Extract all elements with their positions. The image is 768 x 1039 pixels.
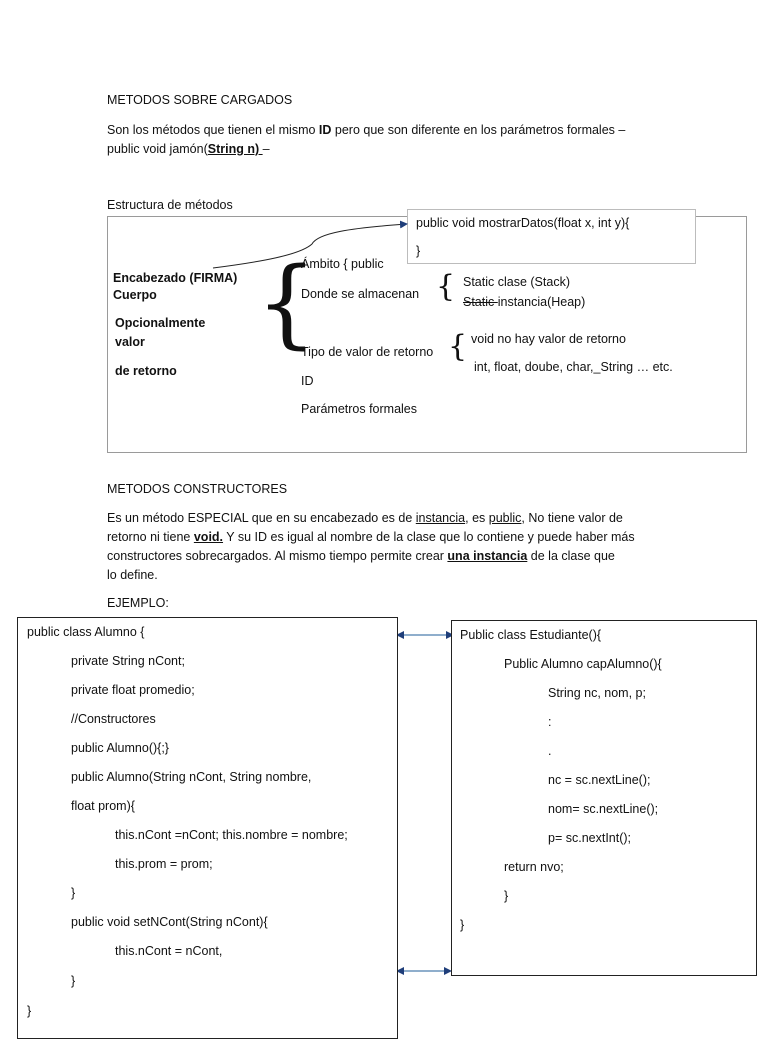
code-line: //Constructores: [71, 712, 156, 726]
overloaded-text-b: pero que son diferente en los parámetros formales –: [331, 123, 626, 137]
structure-heading: Estructura de métodos: [107, 198, 233, 212]
code-box-estudiante: [451, 620, 757, 976]
code-line: }: [460, 918, 465, 932]
left-label-optional: Opcionalmente: [115, 316, 206, 330]
code-line: .: [548, 744, 552, 758]
code-line: }: [27, 1004, 32, 1018]
ctor-l1-c: , No tiene valor de: [521, 511, 623, 525]
return-brace: {: [448, 329, 468, 364]
code-line: Public class Estudiante(){: [460, 628, 602, 642]
static-strikethrough: Static: [463, 295, 498, 309]
ctor-l2-a: retorno ni tiene: [107, 530, 194, 544]
code-line: public class Alumno {: [27, 625, 145, 639]
code-line: public Alumno(String nCont, String nombre,: [71, 770, 312, 784]
code-line: Public Alumno capAlumno(){: [504, 657, 662, 671]
overloaded-example-param: String n): [207, 142, 263, 156]
left-label-header: Encabezado (FIRMA): [113, 271, 238, 285]
item-void: void no hay valor de retorno: [471, 332, 626, 346]
ctor-void: void.: [193, 530, 224, 544]
ctor-una-instancia: una instancia: [447, 549, 528, 563]
code-line: private String nCont;: [71, 654, 185, 668]
code-line: p= sc.nextInt();: [548, 831, 632, 845]
code-line: float prom){: [71, 799, 135, 813]
ctor-l2-b: Y su ID es igual al nombre de la clase que lo contiene y puede haber más: [223, 530, 635, 544]
item-ambito: Ámbito { public: [301, 257, 384, 271]
code-line: }: [71, 886, 76, 900]
item-params: Parámetros formales: [301, 402, 418, 416]
code-line: :: [548, 715, 552, 729]
overloaded-id-term: ID: [318, 123, 332, 137]
constructors-heading: METODOS CONSTRUCTORES: [107, 482, 288, 496]
left-label-body: Cuerpo: [113, 288, 157, 302]
item-tipo-retorno: Tipo de valor de retorno: [301, 345, 434, 359]
storage-brace: {: [436, 269, 456, 304]
overloaded-example-b: –: [262, 142, 270, 156]
code-box-alumno: [17, 617, 398, 1039]
code-line: return nvo;: [504, 860, 564, 874]
left-label-return: de retorno: [115, 364, 177, 378]
code-line: public Alumno(){;}: [71, 741, 169, 755]
code-line: this.nCont = nCont,: [115, 944, 223, 958]
code-line: String nc, nom, p;: [548, 686, 646, 700]
ctor-public: public: [488, 511, 522, 525]
item-donde: Donde se almacenan: [301, 287, 420, 301]
code-line: nc = sc.nextLine();: [548, 773, 651, 787]
code-line: nom= sc.nextLine();: [548, 802, 659, 816]
item-static-instancia: [463, 295, 585, 309]
left-label-value: valor: [115, 335, 145, 349]
big-curly-brace: {: [256, 247, 318, 359]
overloaded-heading: METODOS SOBRE CARGADOS: [107, 93, 293, 107]
overloaded-text-a: Son los métodos que tienen el mismo: [107, 123, 319, 137]
item-id: ID: [301, 374, 314, 388]
ctor-l3-a: constructores sobrecargados. Al mismo tiempo permite crear: [107, 549, 448, 563]
instancia-heap: instancia(Heap): [497, 295, 586, 309]
overloaded-example-a: public void jamón(: [107, 142, 208, 156]
example-label: EJEMPLO:: [107, 596, 169, 610]
constructors-paragraph: [107, 509, 677, 585]
item-types: int, float, doube, char,_String … etc.: [474, 360, 673, 374]
code-line: this.prom = prom;: [115, 857, 213, 871]
ctor-l4: lo define.: [107, 568, 158, 582]
code-line: }: [71, 974, 76, 988]
code-line: this.nCont =nCont; this.nombre = nombre;: [115, 828, 348, 842]
ctor-l1-b: , es: [465, 511, 489, 525]
code-line: }: [504, 889, 509, 903]
ctor-instancia: instancia: [415, 511, 466, 525]
popup-signature-line: public void mostrarDatos(float x, int y){: [416, 216, 630, 230]
item-static-clase: Static clase (Stack): [463, 275, 570, 289]
ctor-l3-b: de la clase que: [527, 549, 615, 563]
popup-closing-brace: }: [416, 244, 421, 258]
ctor-l1-a: Es un método ESPECIAL que en su encabezado es de: [107, 511, 416, 525]
code-line: public void setNCont(String nCont){: [71, 915, 268, 929]
code-line: private float promedio;: [71, 683, 195, 697]
